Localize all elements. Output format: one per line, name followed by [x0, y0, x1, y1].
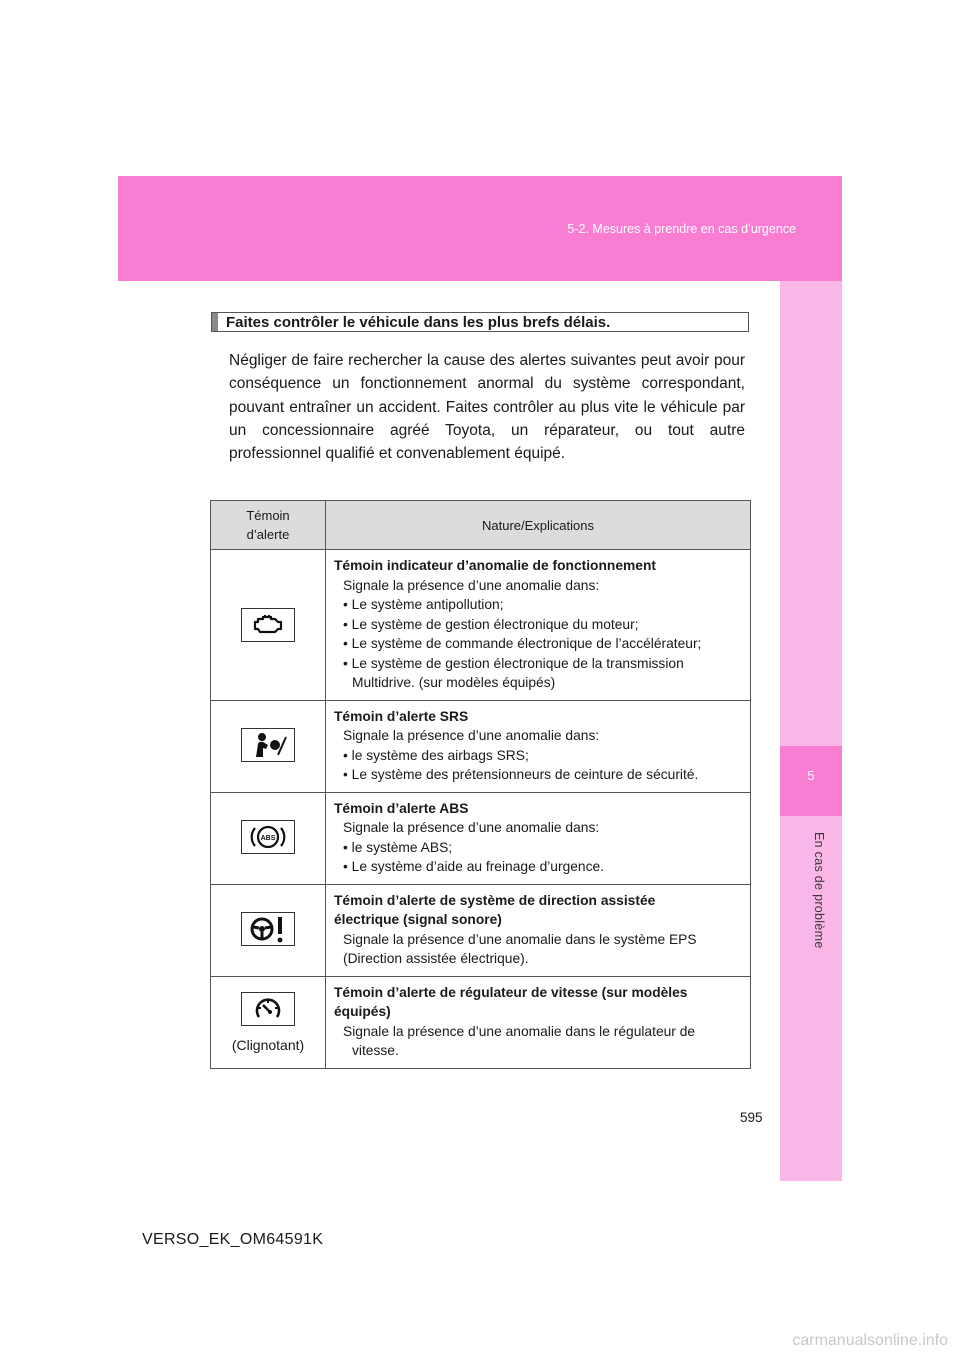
bullet-item: • Le système de gestion électronique de la transmission	[343, 655, 684, 671]
chapter-number: 5	[807, 768, 815, 783]
icon-cell	[211, 884, 326, 976]
abs-icon-label: ABS	[260, 834, 276, 842]
explanation-cell	[326, 792, 751, 884]
bullet-item: • le système des airbags SRS;	[343, 747, 529, 763]
bullet-item: • Le système des prétensionneurs de ceinture de sécurité.	[343, 767, 699, 782]
icon-caption: (Clignotant)	[231, 1036, 305, 1053]
row-intro-continuation: vitesse.	[352, 1043, 399, 1058]
page-number: 595	[740, 1110, 763, 1125]
document-code: VERSO_EK_OM64591K	[142, 1231, 324, 1248]
cruise-control-icon	[241, 992, 295, 1026]
row-intro: Signale la présence d’une anomalie dans le système EPS	[343, 931, 697, 947]
row-intro-continuation: (Direction assistée électrique).	[343, 951, 529, 966]
bullet-item: • Le système de gestion électronique du moteur;	[343, 616, 639, 632]
table-row	[211, 792, 751, 884]
steering-warning-icon	[241, 912, 295, 946]
warning-table	[210, 500, 751, 1069]
section-heading	[211, 312, 749, 332]
header-cell-explanation: Nature/Explications	[326, 501, 751, 550]
airbag-icon	[241, 728, 295, 762]
table-header-row	[211, 501, 751, 550]
row-intro: Signale la présence d’une anomalie dans:	[343, 577, 600, 593]
explanation-cell	[326, 700, 751, 792]
icon-cell	[211, 976, 326, 1068]
chapter-side-tab	[780, 281, 842, 1181]
chapter-title: En cas de problème	[812, 832, 826, 949]
row-title: Témoin d’alerte de système de direction assistée	[334, 892, 656, 908]
section-breadcrumb: 5-2. Mesures à prendre en cas d’urgence	[567, 222, 796, 236]
explanation-cell	[326, 884, 751, 976]
explanation-cell	[326, 976, 751, 1068]
intro-paragraph: Négliger de faire rechercher la cause des alertes suivantes peut avoir pour conséquence un fonctionnement anormal du système correspondant, pouvant entraîner un accident. Faites contrôler au plus vite le véhicule par un concessionnaire agréé Toyota, un réparateur, ou tout autre professionnel qualifié et convenablement équipé.	[229, 352, 745, 463]
heading-marker	[212, 313, 218, 331]
table-row	[211, 700, 751, 792]
bullet-item: • le système ABS;	[343, 839, 453, 855]
row-intro: Signale la présence d’une anomalie dans:	[343, 728, 600, 743]
row-title: Témoin d’alerte SRS	[334, 708, 469, 724]
explanation-cell	[326, 550, 751, 701]
bullet-item: • Le système d’aide au freinage d’urgence.	[343, 859, 605, 874]
row-intro: Signale la présence d’une anomalie dans:	[343, 820, 600, 835]
table-row	[211, 884, 751, 976]
icon-cell	[211, 550, 326, 701]
header-band	[118, 176, 842, 281]
row-title: Témoin d’alerte de régulateur de vitesse (sur modèles	[334, 984, 688, 1000]
engine-check-icon	[241, 608, 295, 642]
row-intro: Signale la présence d’une anomalie dans le régulateur de	[343, 1023, 696, 1039]
row-title: Témoin indicateur d’anomalie de fonctionnement	[334, 558, 656, 573]
abs-icon	[241, 820, 295, 854]
watermark: carmanualsonline.info	[792, 1332, 948, 1349]
bullet-continuation: Multidrive. (sur modèles équipés)	[352, 675, 556, 690]
icon-cell	[211, 792, 326, 884]
row-title-continuation: électrique (signal sonore)	[334, 912, 502, 927]
table-row	[211, 550, 751, 701]
table-row	[211, 976, 751, 1068]
row-title-continuation: équipés)	[334, 1004, 391, 1019]
heading-text: Faites contrôler le véhicule dans les plus brefs délais.	[226, 313, 611, 331]
bullet-item: • Le système antipollution;	[343, 597, 504, 612]
row-title: Témoin d’alerte ABS	[334, 800, 469, 816]
header-cell-warning-light: Témoin d’alerte	[211, 501, 326, 550]
bullet-item: • Le système de commande électronique de l’accélérateur;	[343, 636, 702, 651]
icon-cell	[211, 700, 326, 792]
